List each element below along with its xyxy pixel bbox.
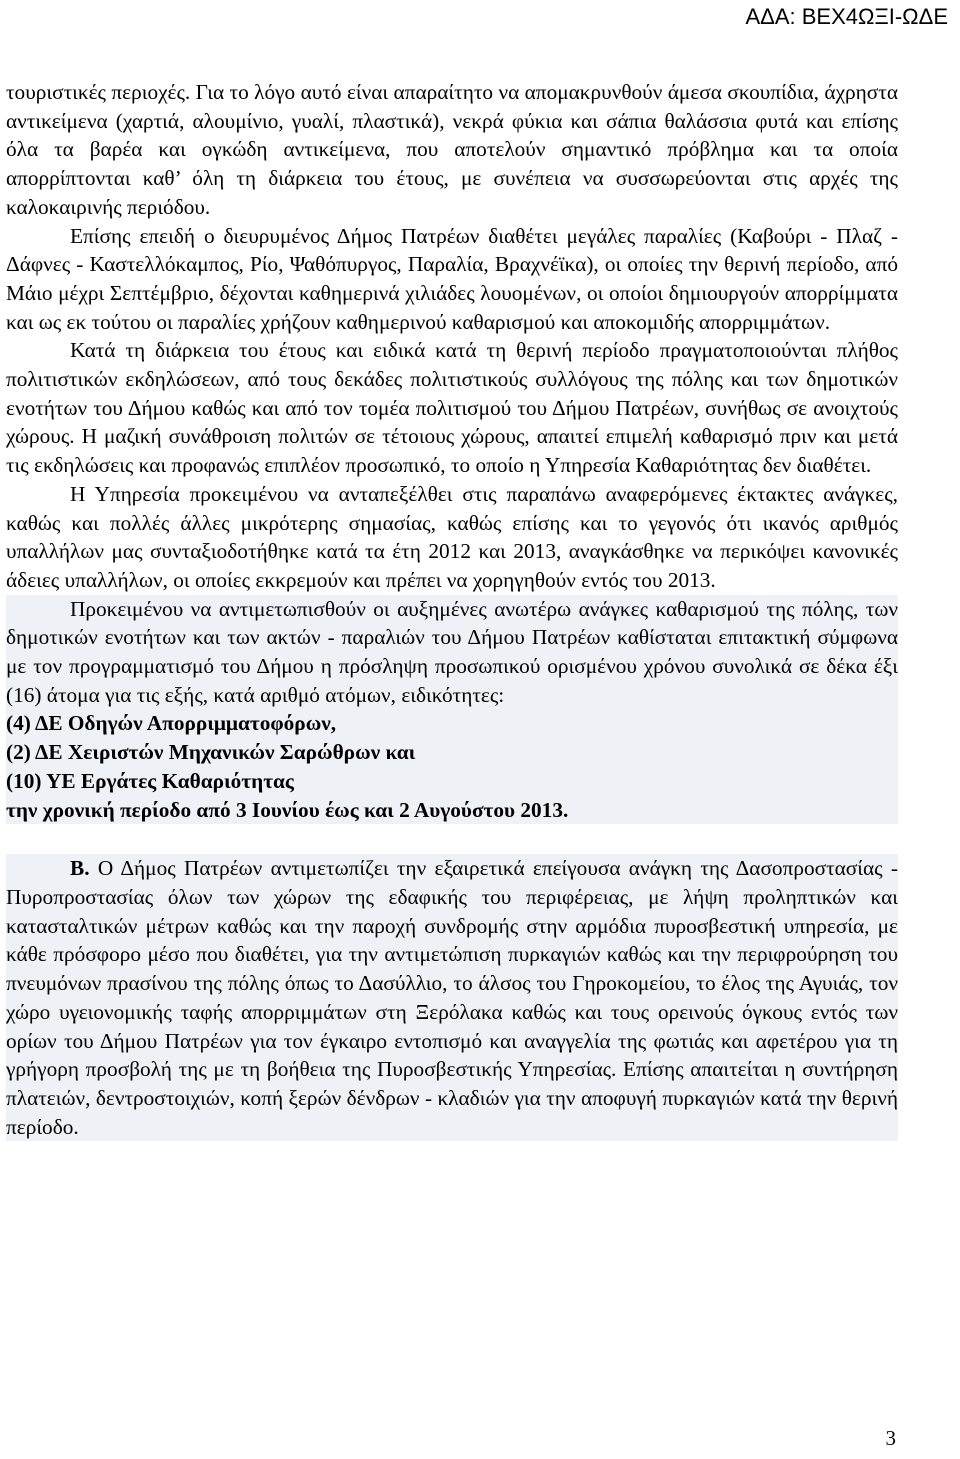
section-b-text: Ο Δήμος Πατρέων αντιμετωπίζει την εξαιρετικά επείγουσα ανάγκη της Δασοπροστασίας - Πυροπροστασίας όλων των χώρων της εδαφικής του περιφέρειας, με λήψη προληπτικών και κατασταλτικών μέτρων καθώς και την παροχή συνδρομής στην αρμόδια πυροσβεστική υπηρεσία, με κάθε πρόσφορο μέσο που διαθέτει, για την αντιμετώπιση πυρκαγιών καθώς και την περιφρούρηση του πνευμόνων πρασίνου της πόλης όπως το Δασύλλιο, το άλσος του Γηροκομείου, το έλος της Αγυιάς, τον χώρο υγειονομικής ταφής απορριμμάτων στη Ξερόλακα καθώς και τους ορεινούς όγκους εντός των ορίων του Δήμου Πατρέων για τον έγκαιρο εντοπισμό και αναγγελία της φωτιάς και αφετέρου για τη γρήγορη προσβολή της με τη βοήθεια της Πυροσβεστικής Υπηρεσίας. Επίσης απαιτείται η συντήρηση πλατειών, δεντροστοιχιών, κοπή ξερών δένδρων - κλαδιών για την αποφυγή πυρκαγιών κατά την θερινή περίοδο. (6, 856, 898, 1139)
section-gap (6, 824, 898, 854)
specialty-drivers: (4) ΔΕ Οδηγών Απορριμματοφόρων, (6, 709, 898, 738)
ada-header: ΑΔΑ: ΒΕΧ4ΩΞΙ-ΩΔΕ (745, 4, 948, 29)
section-b-label: Β. (70, 856, 90, 881)
document-body (6, 78, 898, 1141)
paragraph-1: τουριστικές περιοχές. Για το λόγο αυτό είναι απαραίτητο να απομακρυνθούν άμεσα σκουπίδια, άχρηστα αντικείμενα (χαρτιά, αλουμίνιο, γυαλί, πλαστικά), νεκρά φύκια και σάπια θαλάσσια φυτά και επίσης όλα τα βαρέα και ογκώδη αντικείμενα, που αποτελούν σημαντικό πρόβλημα και τα οποία απορρίπτονται καθ’ όλη τη διάρκεια του έτους, με συνέπεια να συσσωρεύονται στις αρχές της καλοκαιρινής περιόδου. (6, 80, 898, 219)
paragraph-4: Η Υπηρεσία προκειμένου να ανταπεξέλθει στις παραπάνω αναφερόμενες έκτακτες ανάγκες, καθώς και πολλές άλλες μικρότερης σημασίας, καθώς επίσης και το γεγονός ότι ικανός αριθμός υπαλλήλων μας συνταξιοδοτήθηκε κατά τα έτη 2012 και 2013, αναγκάσθηκε να περικόψει κανονικές άδειες υπαλλήλων, οι οποίες εκκρεμούν και πρέπει να χορηγηθούν εντός του 2013. (6, 481, 898, 592)
specialty-cleaning-workers: (10) ΥΕ Εργάτες Καθαριότητας (6, 767, 898, 796)
specialty-sweeper-operators: (2) ΔΕ Χειριστών Μηχανικών Σαρώθρων και (6, 738, 898, 767)
section-b-paragraph (6, 854, 898, 1141)
page-number: 3 (885, 1426, 896, 1450)
paragraph-5: Προκειμένου να αντιμετωπισθούν οι αυξημένες ανωτέρω ανάγκες καθαρισμού της πόλης, των δημοτικών ενοτήτων και των ακτών - παραλιών του Δήμου Πατρέων καθίσταται επιτακτική σύμφωνα με τον προγραμματισμό του Δήμου η πρόσληψη προσωπικού ορισμένου χρόνου συνολικά σε δέκα έξι (16) άτομα για τις εξής, κατά αριθμό ατόμων, ειδικότητες: (6, 595, 898, 710)
hiring-period: την χρονική περίοδο από 3 Ιουνίου έως και 2 Αυγούστου 2013. (6, 796, 898, 825)
paragraph-2: Επίσης επειδή ο διευρυμένος Δήμος Πατρέων διαθέτει μεγάλες παραλίες (Καβούρι - Πλαζ - Δάφνες - Καστελλόκαμπος, Ρίο, Ψαθόπυργος, Παραλία, Βραχνέϊκα), οι οποίες την θερινή περίοδο, από Μάιο μέχρι Σεπτέμβριο, δέχονται καθημερινά χιλιάδες λουομένων, οι οποίοι δημιουργούν απορρίμματα και ως εκ τούτου οι παραλίες χρήζουν καθημερινού καθαρισμού και αποκομιδής απορριμμάτων. (6, 223, 898, 334)
paragraph-3: Κατά τη διάρκεια του έτους και ειδικά κατά τη θερινή περίοδο πραγματοποιούνται πλήθος πολιτιστικών εκδηλώσεων, από τους δεκάδες πολιτιστικούς συλλόγους της πόλης και των δημοτικών ενοτήτων του Δήμου καθώς και από τον τομέα πολιτισμού του Δήμου Πατρέων, συνήθως σε ανοιχτούς χώρους. Η μαζική συνάθροιση πολιτών σε τέτοιους χώρους, απαιτεί επιμελή καθαρισμό πριν και μετά τις εκδηλώσεις και προφανώς επιπλέον προσωπικό, το οποίο η Υπηρεσία Καθαριότητας δεν διαθέτει. (6, 338, 898, 478)
